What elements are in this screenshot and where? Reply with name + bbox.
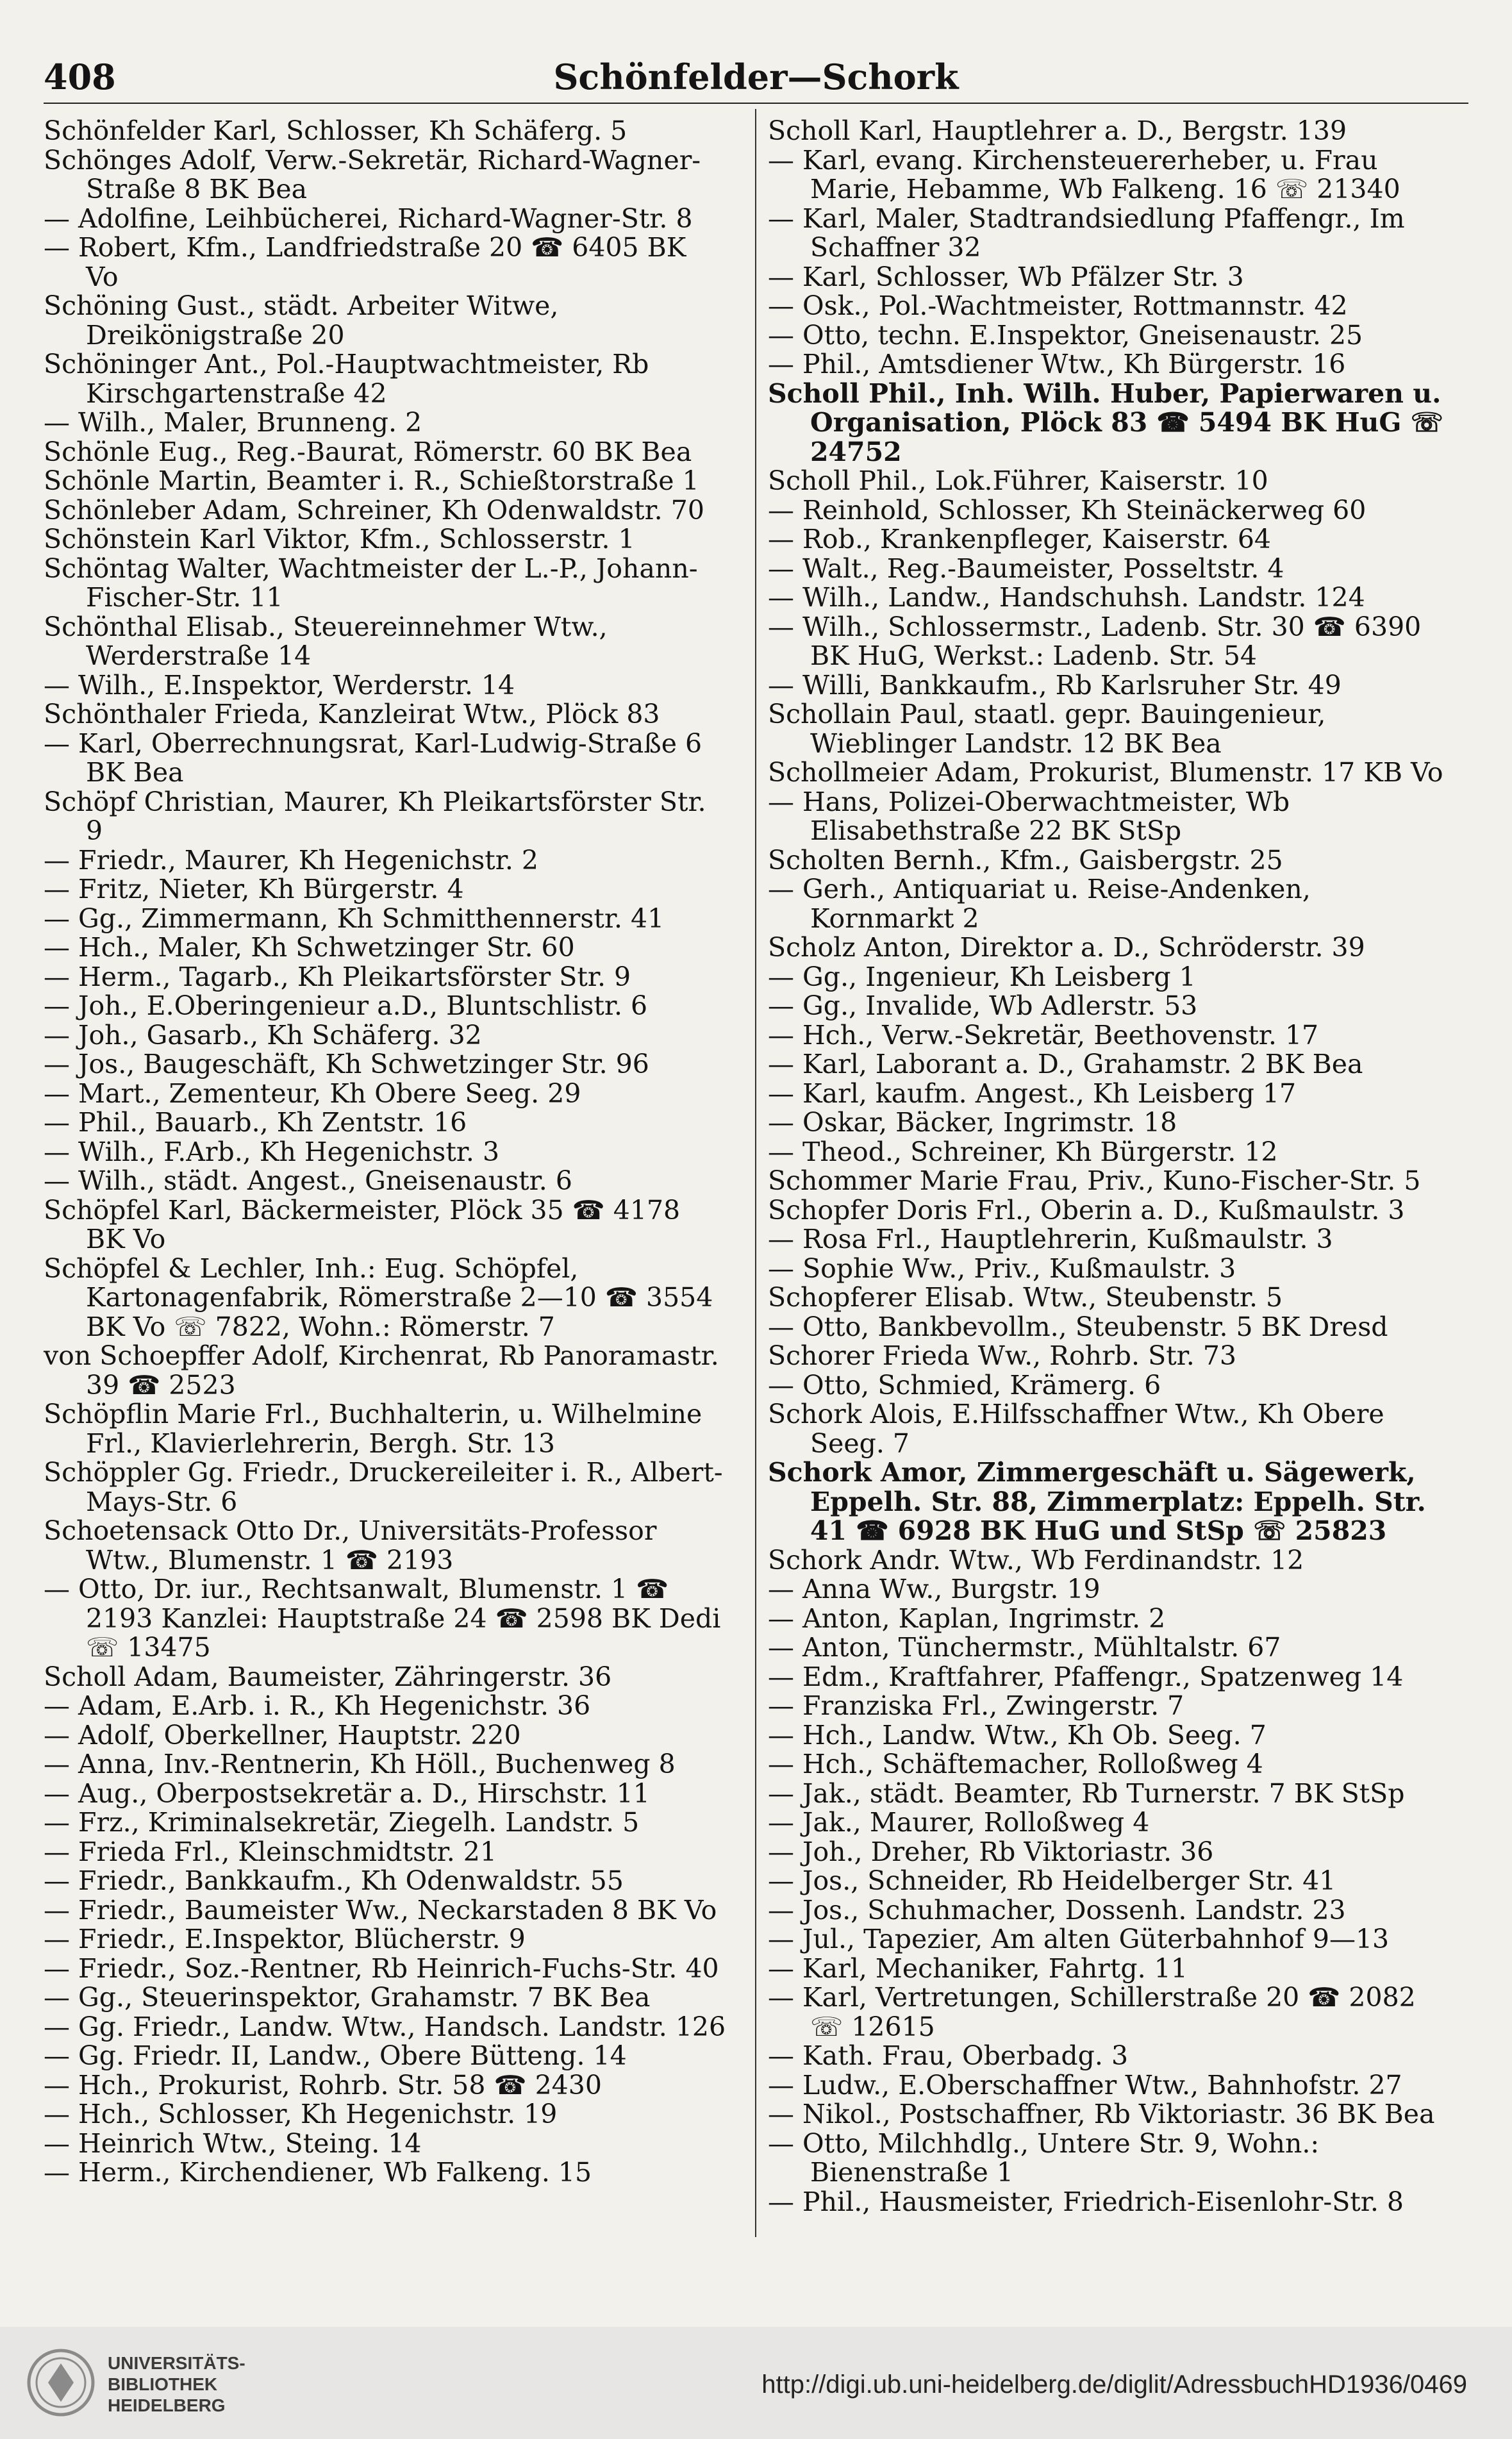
directory-entry: — Phil., Amtsdiener Wtw., Kh Bürgerstr. 16	[768, 349, 1346, 379]
directory-entry: — Friedr., Soz.-Rentner, Rb Heinrich-Fuchs-Str. 40	[44, 1952, 719, 1984]
page-number: 408	[44, 56, 116, 97]
directory-entry: — Otto, Dr. iur., Rechtsanwalt, Blumenstr. 1 ☎ 2193 Kanzlei: Hauptstraße 24 ☎ 2598 BK Dedi ☏ 13475	[44, 1574, 729, 1663]
directory-entry: Scholl Karl, Hauptlehrer a. D., Bergstr. 139	[768, 115, 1347, 146]
directory-entry: — Wilh., Schlossermstr., Ladenb. Str. 30 ☎ 6390 BK HuG, Werkst.: Ladenb. Str. 54	[768, 611, 1430, 671]
directory-entry: — Franziska Frl., Zwingerstr. 7	[768, 1690, 1184, 1721]
directory-entry: — Hch., Verw.-Sekretär, Beethovenstr. 17	[768, 1019, 1319, 1051]
directory-entry: Schöpf Christian, Maurer, Kh Pleikartsförster Str. 9	[44, 786, 715, 846]
directory-entry: — Otto, Milchhdlg., Untere Str. 9, Wohn.: Bienenstraße 1	[768, 2127, 1328, 2188]
right-column	[768, 115, 1453, 2217]
directory-entry: Schork Alois, E.Hilfsschaffner Wtw., Kh Obere Seeg. 7	[768, 1399, 1393, 1459]
directory-entry: — Ludw., E.Oberschaffner Wtw., Bahnhofstr. 27	[768, 2069, 1402, 2101]
directory-entry: — Phil., Bauarb., Kh Zentstr. 16	[44, 1107, 467, 1138]
directory-entry: — Wilh., städt. Angest., Gneisenaustr. 6	[44, 1165, 572, 1196]
footer-bar	[0, 2327, 1512, 2439]
directory-entry: — Jos., Schuhmacher, Dossenh. Landstr. 23	[768, 1894, 1346, 1926]
directory-entry: — Karl, evang. Kirchensteuererheber, u. Frau Marie, Hebamme, Wb Falkeng. 16 ☏ 21340	[768, 144, 1400, 204]
directory-entry: Schork Andr. Wtw., Wb Ferdinandstr. 12	[768, 1544, 1304, 1576]
directory-entry: — Hch., Prokurist, Rohrb. Str. 58 ☎ 2430	[44, 2069, 602, 2101]
directory-entry: Scholl Adam, Baumeister, Zähringerstr. 36	[44, 1661, 612, 1692]
page-title: Schönfelder—Schork	[553, 56, 959, 97]
directory-entry: — Friedr., Baumeister Ww., Neckarstaden 8 BK Vo	[44, 1894, 717, 1926]
directory-entry: Schorer Frieda Ww., Rohrb. Str. 73	[768, 1340, 1237, 1371]
directory-entry: — Otto, Bankbevollm., Steubenstr. 5 BK Dresd	[768, 1311, 1388, 1342]
directory-entry: — Herm., Kirchendiener, Wb Falkeng. 15	[44, 2157, 592, 2188]
directory-entry: — Gg., Ingenieur, Kh Leisberg 1	[768, 961, 1196, 992]
university-seal-icon	[26, 2347, 96, 2418]
directory-entry: — Otto, techn. E.Inspektor, Gneisenaustr. 25	[768, 319, 1363, 351]
directory-entry: Scholz Anton, Direktor a. D., Schröderstr. 39	[768, 932, 1365, 963]
left-column	[44, 115, 729, 2188]
directory-entry: — Nikol., Postschaffner, Rb Viktoriastr. 36 BK Bea	[768, 2099, 1435, 2129]
directory-entry: Schöpfel & Lechler, Inh.: Eug. Schöpfel, Kartonagenfabrik, Römerstraße 2—10 ☎ 3554 BK Vo ☏ 7822, Wohn.: Römerstr. 7	[44, 1253, 722, 1342]
library-name-line: BIBLIOTHEK	[108, 2374, 218, 2394]
directory-entry: Schopfer Doris Frl., Oberin a. D., Kußmaulstr. 3	[768, 1194, 1405, 1226]
directory-entry: — Joh., Gasarb., Kh Schäferg. 32	[44, 1019, 482, 1051]
directory-entry: Scholl Phil., Lok.Führer, Kaiserstr. 10	[768, 465, 1268, 496]
directory-entry: Schönthaler Frieda, Kanzleirat Wtw., Plöck 83	[44, 699, 660, 729]
directory-entry: — Aug., Oberpostsekretär a. D., Hirschstr. 11	[44, 1777, 650, 1809]
directory-entry: — Hch., Schlosser, Kh Hegenichstr. 19	[44, 2099, 558, 2129]
directory-entry: Schönges Adolf, Verw.-Sekretär, Richard-Wagner-Straße 8 BK Bea	[44, 144, 701, 204]
directory-entry: — Gerh., Antiquariat u. Reise-Andenken, Kornmarkt 2	[768, 874, 1319, 934]
directory-entry: — Frieda Frl., Kleinschmidtstr. 21	[44, 1836, 497, 1867]
directory-entry: Schönfelder Karl, Schlosser, Kh Schäferg. 5	[44, 115, 627, 146]
directory-entry: — Theod., Schreiner, Kh Bürgerstr. 12	[768, 1136, 1278, 1167]
directory-entry: — Frz., Kriminalsekretär, Ziegelh. Landstr. 5	[44, 1807, 640, 1838]
directory-entry: — Adolf, Oberkellner, Hauptstr. 220	[44, 1719, 521, 1751]
directory-entry: Schopferer Elisab. Wtw., Steubenstr. 5	[768, 1282, 1283, 1313]
directory-entry: Schommer Marie Frau, Priv., Kuno-Fischer-Str. 5	[768, 1165, 1421, 1196]
directory-entry: — Gg., Invalide, Wb Adlerstr. 53	[768, 990, 1198, 1021]
directory-entry: — Willi, Bankkaufm., Rb Karlsruher Str. 49	[768, 669, 1342, 701]
directory-entry: Schöpfel Karl, Bäckermeister, Plöck 35 ☎ 4178 BK Vo	[44, 1194, 689, 1254]
directory-entry: — Adam, E.Arb. i. R., Kh Hegenichstr. 36	[44, 1690, 591, 1721]
directory-entry: von Schoepffer Adolf, Kirchenrat, Rb Panoramastr. 39 ☎ 2523	[44, 1340, 727, 1401]
directory-entry: — Osk., Pol.-Wachtmeister, Rottmannstr. 42	[768, 290, 1348, 321]
directory-entry: — Kath. Frau, Oberbadg. 3	[768, 2040, 1129, 2071]
directory-entry: Schöninger Ant., Pol.-Hauptwachtmeister, Rb Kirschgartenstraße 42	[44, 349, 658, 409]
directory-entry: — Reinhold, Schlosser, Kh Steinäckerweg 60	[768, 494, 1367, 526]
directory-entry: — Wilh., E.Inspektor, Werderstr. 14	[44, 669, 515, 701]
directory-entry: Scholl Phil., Inh. Wilh. Huber, Papierwaren u. Organisation, Plöck 83 ☎ 5494 BK HuG ☏ 24752	[768, 378, 1453, 467]
page-header	[0, 0, 1512, 109]
directory-entry: — Adolfine, Leihbücherei, Richard-Wagner-Str. 8	[44, 203, 693, 234]
directory-entry: — Hch., Maler, Kh Schwetzinger Str. 60	[44, 932, 575, 963]
directory-entry: — Gg., Zimmermann, Kh Schmitthennerstr. 41	[44, 903, 665, 934]
library-name-line: UNIVERSITÄTS-	[108, 2353, 245, 2373]
directory-entry: — Gg. Friedr. II, Landw., Obere Bütteng. 14	[44, 2040, 627, 2071]
directory-entry: — Friedr., Maurer, Kh Hegenichstr. 2	[44, 844, 538, 876]
directory-entry: — Jos., Schneider, Rb Heidelberger Str. 41	[768, 1865, 1336, 1896]
library-name-line: HEIDELBERG	[108, 2395, 226, 2415]
directory-entry: — Fritz, Nieter, Kh Bürgerstr. 4	[44, 874, 464, 904]
directory-entry: — Mart., Zementeur, Kh Obere Seeg. 29	[44, 1078, 581, 1109]
column-divider	[755, 109, 756, 2237]
directory-entry: — Joh., E.Oberingenieur a.D., Bluntschlistr. 6	[44, 990, 648, 1021]
directory-entry: Schöntag Walter, Wachtmeister der L.-P., Johann-Fischer-Str. 11	[44, 553, 698, 613]
directory-entry: — Rob., Krankenpfleger, Kaiserstr. 64	[768, 524, 1271, 554]
directory-entry: — Walt., Reg.-Baumeister, Posseltstr. 4	[768, 553, 1284, 584]
directory-entry: — Karl, Maler, Stadtrandsiedlung Pfaffengr., Im Schaffner 32	[768, 203, 1413, 263]
directory-entry: Schöpflin Marie Frl., Buchhalterin, u. Wilhelmine Frl., Klavierlehrerin, Bergh. Str. 13	[44, 1399, 711, 1459]
directory-entry: — Anton, Tünchermstr., Mühltalstr. 67	[768, 1632, 1281, 1663]
directory-entry: Schöning Gust., städt. Arbeiter Witwe, Dreikönigstraße 20	[44, 290, 567, 351]
directory-entry: — Phil., Hausmeister, Friedrich-Eisenlohr-Str. 8	[768, 2186, 1404, 2217]
directory-entry: — Rosa Frl., Hauptlehrerin, Kußmaulstr. 3	[768, 1224, 1333, 1254]
directory-entry: Schoetensack Otto Dr., Universitäts-Professor Wtw., Blumenstr. 1 ☎ 2193	[44, 1515, 665, 1576]
directory-entry: Schönle Martin, Beamter i. R., Schießtorstraße 1	[44, 465, 699, 496]
directory-entry: — Hans, Polizei-Oberwachtmeister, Wb Elisabethstraße 22 BK StSp	[768, 786, 1299, 846]
directory-entry: — Jul., Tapezier, Am alten Güterbahnhof 9—13	[768, 1924, 1390, 1954]
directory-entry: — Karl, kaufm. Angest., Kh Leisberg 17	[768, 1078, 1297, 1109]
directory-entry: — Hch., Landw. Wtw., Kh Ob. Seeg. 7	[768, 1719, 1267, 1751]
directory-entry: — Robert, Kfm., Landfriedstraße 20 ☎ 6405 BK Vo	[44, 232, 695, 292]
directory-entry: — Gg., Steuerinspektor, Grahamstr. 7 BK Bea	[44, 1982, 651, 2013]
directory-entry: — Hch., Schäftemacher, Rolloßweg 4	[768, 1749, 1263, 1779]
header-rule	[44, 103, 1468, 104]
directory-entry: — Herm., Tagarb., Kh Pleikartsförster Str. 9	[44, 961, 631, 992]
directory-entry: — Anton, Kaplan, Ingrimstr. 2	[768, 1602, 1166, 1634]
library-name	[108, 2352, 245, 2416]
directory-entry: — Otto, Schmied, Krämerg. 6	[768, 1369, 1161, 1401]
directory-entry: Scholten Bernh., Kfm., Gaisbergstr. 25	[768, 844, 1283, 876]
directory-entry: — Friedr., Bankkaufm., Kh Odenwaldstr. 55	[44, 1865, 624, 1896]
directory-entry: — Karl, Vertretungen, Schillerstraße 20 ☎ 2082 ☏ 12615	[768, 1982, 1424, 2042]
directory-entry: Schork Amor, Zimmergeschäft u. Sägewerk, Eppelh. Str. 88, Zimmerplatz: Eppelh. Str. 41 ☎ 6928 BK HuG und StSp ☏ 25823	[768, 1457, 1436, 1546]
directory-entry: — Jos., Baugeschäft, Kh Schwetzinger Str. 96	[44, 1049, 649, 1079]
directory-entry: Schollmeier Adam, Prokurist, Blumenstr. 17 KB Vo	[768, 757, 1443, 788]
directory-entry: — Anna, Inv.-Rentnerin, Kh Höll., Buchenweg 8	[44, 1749, 676, 1779]
directory-entry: — Wilh., F.Arb., Kh Hegenichstr. 3	[44, 1136, 500, 1167]
directory-entry: Schollain Paul, staatl. gepr. Bauingenieur, Wieblinger Landstr. 12 BK Bea	[768, 699, 1334, 759]
directory-entry: Schöppler Gg. Friedr., Druckereileiter i. R., Albert-Mays-Str. 6	[44, 1457, 723, 1517]
directory-entry: — Heinrich Wtw., Steing. 14	[44, 2127, 422, 2159]
directory-entry: — Oskar, Bäcker, Ingrimstr. 18	[768, 1107, 1177, 1138]
directory-entry: — Jak., städt. Beamter, Rb Turnerstr. 7 BK StSp	[768, 1777, 1405, 1809]
directory-entry: — Wilh., Landw., Handschuhsh. Landstr. 124	[768, 582, 1365, 613]
directory-entry: — Joh., Dreher, Rb Viktoriastr. 36	[768, 1836, 1214, 1867]
directory-entry: Schönleber Adam, Schreiner, Kh Odenwaldstr. 70	[44, 494, 704, 526]
directory-entry: — Karl, Laborant a. D., Grahamstr. 2 BK Bea	[768, 1049, 1363, 1079]
directory-entry: — Gg. Friedr., Landw. Wtw., Handsch. Landstr. 126	[44, 2011, 726, 2042]
directory-entry: — Karl, Mechaniker, Fahrtg. 11	[768, 1952, 1188, 1984]
directory-entry: — Karl, Schlosser, Wb Pfälzer Str. 3	[768, 261, 1244, 292]
directory-entry: Schönthal Elisab., Steuereinnehmer Wtw., Werderstraße 14	[44, 611, 616, 671]
directory-entry: Schönle Eug., Reg.-Baurat, Römerstr. 60 BK Bea	[44, 436, 692, 467]
directory-entry: — Friedr., E.Inspektor, Blücherstr. 9	[44, 1924, 526, 1954]
directory-entry: — Sophie Ww., Priv., Kußmaulstr. 3	[768, 1253, 1236, 1284]
directory-entry: — Wilh., Maler, Brunneng. 2	[44, 407, 422, 438]
directory-entry: — Anna Ww., Burgstr. 19	[768, 1574, 1101, 1604]
directory-entry: Schönstein Karl Viktor, Kfm., Schlosserstr. 1	[44, 524, 635, 554]
directory-entry: — Edm., Kraftfahrer, Pfaffengr., Spatzenweg 14	[768, 1661, 1404, 1692]
directory-entry: — Karl, Oberrechnungsrat, Karl-Ludwig-Straße 6 BK Bea	[44, 728, 711, 788]
directory-entry: — Jak., Maurer, Rolloßweg 4	[768, 1807, 1150, 1838]
source-url-link[interactable]: http://digi.ub.uni-heidelberg.de/diglit/AdressbuchHD1936/0469	[761, 2370, 1467, 2399]
